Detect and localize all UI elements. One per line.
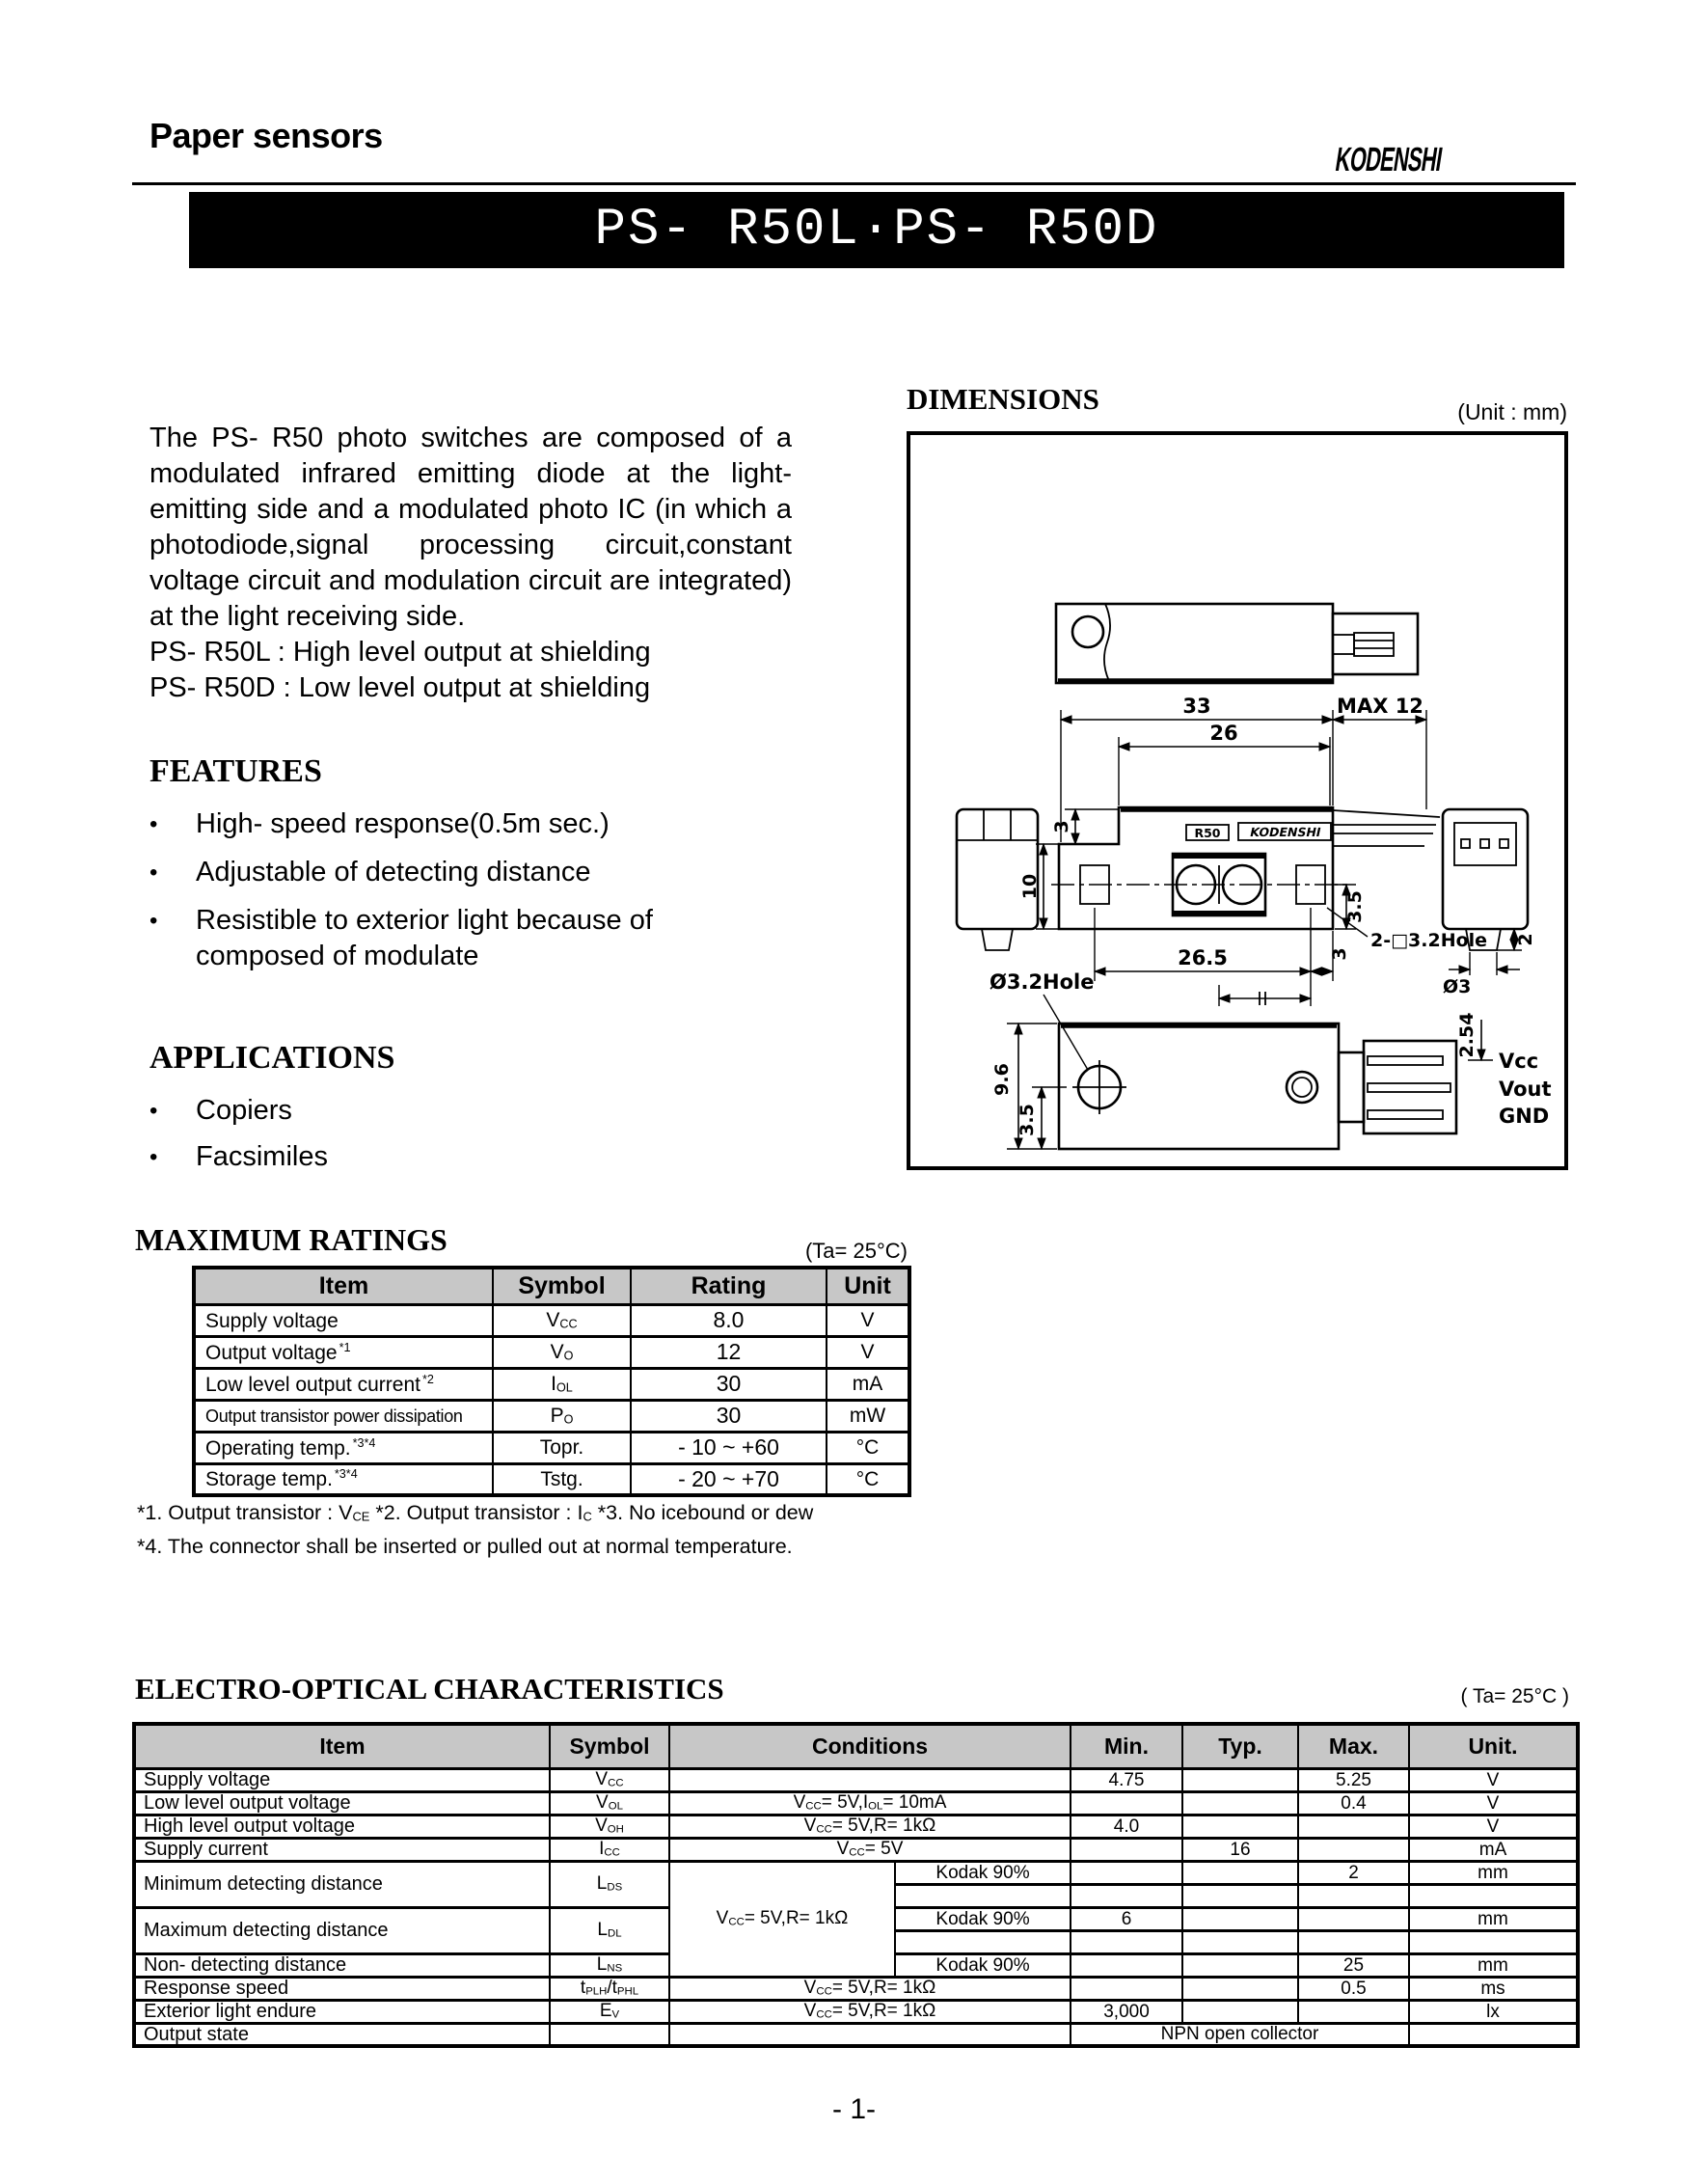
symbol-cell: ICC <box>550 1838 669 1861</box>
page-number: - 1- <box>832 2093 876 2125</box>
cond-cell: VCC= 5V,R= 1kΩ <box>669 1815 1071 1838</box>
application-text: Facsimiles <box>196 1141 328 1172</box>
max-cell <box>1298 1884 1409 1907</box>
features-heading: FEATURES <box>149 753 322 789</box>
applications-list <box>149 1093 791 1188</box>
cond-cell: VCC= 5V <box>669 1838 1071 1861</box>
maximum-ratings-condition: (Ta= 25°C) <box>804 1239 908 1263</box>
item-cell: Low level output voltage <box>134 1791 550 1815</box>
unit-cell: mm <box>1409 1861 1578 1884</box>
typ-cell <box>1182 1977 1298 2000</box>
typ-cell <box>1182 2000 1298 2023</box>
unit-cell: mA <box>827 1368 909 1400</box>
list-item <box>149 903 791 974</box>
features-list <box>149 806 791 987</box>
pin-vout <box>1368 1083 1450 1092</box>
table-row <box>194 1336 909 1368</box>
symbol-cell: Topr. <box>493 1432 631 1463</box>
col-symbol: Symbol <box>493 1268 631 1304</box>
min-cell <box>1071 1884 1182 1907</box>
feature-text: High- speed response(0.5m sec.) <box>196 808 610 839</box>
table-row <box>134 1838 1578 1861</box>
col-item: Item <box>134 1724 550 1768</box>
kodak-cell <box>895 1884 1071 1907</box>
max-cell: 25 <box>1298 1953 1409 1977</box>
symbol-cell: VCC <box>493 1304 631 1336</box>
min-cell: 3,000 <box>1071 2000 1182 2023</box>
bullet-icon: • <box>149 860 158 886</box>
symbol-cell: VO <box>493 1336 631 1368</box>
item-cell: Non- detecting distance <box>134 1953 550 1977</box>
unit-cell: V <box>827 1336 909 1368</box>
dim-26-label: 26 <box>1209 722 1238 745</box>
shared-cond-cell: VCC= 5V,R= 1kΩ <box>669 1861 895 1977</box>
bullet-icon: • <box>149 811 158 837</box>
item-cell: Low level output current $^{*2}$ <box>194 1368 493 1400</box>
maximum-ratings-table <box>192 1266 911 1497</box>
rating-cell: 8.0 <box>631 1304 827 1336</box>
min-cell <box>1071 1930 1182 1953</box>
col-min: Min. <box>1071 1724 1182 1768</box>
symbol-cell: VCC <box>550 1768 669 1791</box>
col-conditions: Conditions <box>669 1724 1071 1768</box>
max-cell <box>1298 1907 1409 1930</box>
bullet-icon: • <box>149 1144 158 1170</box>
cond-cell <box>669 1768 1071 1791</box>
front-view <box>1051 807 1440 929</box>
footnote-2: *4. The connector shall be inserted or pulled out at normal temperature. <box>137 1535 793 1558</box>
unit-cell: V <box>827 1304 909 1336</box>
pin-label-gnd: GND <box>1499 1105 1550 1128</box>
max-cell: 2 <box>1298 1861 1409 1884</box>
kodak-cell: Kodak 90% <box>895 1953 1071 1977</box>
typ-cell <box>1182 1815 1298 1838</box>
item-cell: Output voltage $^{*1}$ <box>194 1336 493 1368</box>
dim-10-label: 10 <box>1019 873 1041 900</box>
min-cell: 6 <box>1071 1907 1182 1930</box>
typ-cell <box>1182 1861 1298 1884</box>
eo-condition: ( Ta= 25°C ) <box>1460 1685 1569 1707</box>
rating-cell: - 10 ~ +60 <box>631 1432 827 1463</box>
rating-cell: 30 <box>631 1400 827 1432</box>
pin-gnd <box>1368 1110 1443 1119</box>
pin-hole <box>1500 839 1508 848</box>
symbol-cell: IOL <box>493 1368 631 1400</box>
application-text: Copiers <box>196 1095 292 1126</box>
table-row <box>194 1368 909 1400</box>
cond-cell: VCC= 5V,R= 1kΩ <box>669 1977 1071 2000</box>
typ-cell <box>1182 1953 1298 1977</box>
dim-3-5b-label: 3.5 <box>1017 1104 1038 1136</box>
bullet-icon: • <box>149 908 158 934</box>
col-max: Max. <box>1298 1724 1409 1768</box>
min-cell <box>1071 1791 1182 1815</box>
unit-cell: V <box>1409 1791 1578 1815</box>
dim-3b-label: 3 <box>1329 947 1350 961</box>
unit-cell: lx <box>1409 2000 1578 2023</box>
feature-text: Resistible to exterior light because of composed of modulate <box>196 905 653 971</box>
unit-cell <box>1409 1884 1578 1907</box>
model-mark: R50 <box>1194 826 1221 840</box>
typ-cell <box>1182 1768 1298 1791</box>
square-holes-label: 2-□3.2Hole <box>1370 930 1488 951</box>
eo-heading: ELECTRO-OPTICAL CHARACTERISTICS <box>135 1672 724 1706</box>
connector-housing <box>1333 614 1418 674</box>
product-title: PS- R50L·PS- R50D <box>594 201 1159 259</box>
unit-cell: V <box>1409 1768 1578 1791</box>
product-title-bar <box>189 192 1564 268</box>
list-item <box>149 1093 791 1129</box>
kodak-cell: Kodak 90% <box>895 1861 1071 1884</box>
cond-cell: VCC= 5V,IOL= 10mA <box>669 1791 1071 1815</box>
brand-mark: KODENSHI <box>1248 825 1323 839</box>
unit-cell: ms <box>1409 1977 1578 2000</box>
brand-logo: KODENSHI <box>1333 141 1445 178</box>
symbol-cell: VOH <box>550 1815 669 1838</box>
dim-3-5-label: 3.5 <box>1344 890 1366 923</box>
col-unit: Unit. <box>1409 1724 1578 1768</box>
item-cell: Operating temp. $^{*3*4}$ <box>194 1432 493 1463</box>
feature-text: Adjustable of detecting distance <box>196 857 591 887</box>
col-typ: Typ. <box>1182 1724 1298 1768</box>
symbol-cell: LDL <box>550 1907 669 1953</box>
table-row <box>194 1304 909 1336</box>
list-item <box>149 1139 791 1175</box>
unit-cell: mA <box>1409 1838 1578 1861</box>
unit-cell: mm <box>1409 1907 1578 1930</box>
hole-3-2-label: Ø3.2Hole <box>990 970 1095 994</box>
pin-label-vcc: Vcc <box>1499 1050 1539 1073</box>
kodak-cell: Kodak 90% <box>895 1907 1071 1930</box>
item-cell: Maximum detecting distance <box>134 1907 550 1953</box>
side-view <box>1443 809 1536 997</box>
variant-line-r50d: PS- R50D : Low level output at shielding <box>149 672 651 703</box>
min-cell: 4.75 <box>1071 1768 1182 1791</box>
dia-3-label: Ø3 <box>1443 976 1472 997</box>
dimensions-heading: DIMENSIONS <box>907 382 1099 416</box>
rating-cell: 12 <box>631 1336 827 1368</box>
symbol-cell: PO <box>493 1400 631 1432</box>
unit-cell <box>1409 1930 1578 1953</box>
max-cell: 0.5 <box>1298 1977 1409 2000</box>
dimensions-drawing <box>907 431 1568 1170</box>
pin-label-vout: Vout <box>1499 1078 1552 1101</box>
item-cell: High level output voltage <box>134 1815 550 1838</box>
dim-26-5-label: 26.5 <box>1178 946 1228 969</box>
symbol-cell <box>550 2023 669 2046</box>
table-row <box>194 1463 909 1495</box>
pin-vcc <box>1368 1056 1443 1065</box>
min-cell <box>1071 1861 1182 1884</box>
max-cell <box>1298 1930 1409 1953</box>
item-cell: Output state <box>134 2023 550 2046</box>
max-cell: 5.25 <box>1298 1768 1409 1791</box>
pin-hole <box>1480 839 1489 848</box>
symbol-cell: tPLH/tPHL <box>550 1977 669 2000</box>
table-header-row <box>134 1724 1578 1768</box>
table-row <box>194 1432 909 1463</box>
intro-block <box>149 421 792 706</box>
typ-cell <box>1182 1907 1298 1930</box>
typ-cell: 16 <box>1182 1838 1298 1861</box>
cond-cell <box>669 2023 1071 2046</box>
symbol-cell: LDS <box>550 1861 669 1907</box>
unit-cell: °C <box>827 1463 909 1495</box>
table-row <box>134 1861 1578 1884</box>
dim-2-54-label: 2.54 <box>1456 1012 1478 1058</box>
dim-3-label: 3 <box>1051 820 1072 833</box>
dim-2-label: 2 <box>1515 933 1536 946</box>
kodak-cell <box>895 1930 1071 1953</box>
item-cell: Supply voltage <box>194 1304 493 1336</box>
unit-cell: °C <box>827 1432 909 1463</box>
table-header-row <box>194 1268 909 1304</box>
table-row <box>134 2023 1578 2046</box>
symbol-cell: Tstg. <box>493 1463 631 1495</box>
maximum-ratings-heading: MAXIMUM RATINGS <box>135 1222 447 1257</box>
symbol-cell: EV <box>550 2000 669 2023</box>
min-cell <box>1071 1977 1182 2000</box>
rating-cell: 30 <box>631 1368 827 1400</box>
item-cell: Exterior light endure <box>134 2000 550 2023</box>
col-symbol: Symbol <box>550 1724 669 1768</box>
eo-table <box>132 1722 1580 2048</box>
dim-max12-label: MAX 12 <box>1337 695 1423 718</box>
col-item: Item <box>194 1268 493 1304</box>
item-cell: Supply voltage <box>134 1768 550 1791</box>
table-row <box>194 1400 909 1432</box>
header-rule <box>132 182 1576 185</box>
col-rating: Rating <box>631 1268 827 1304</box>
unit-cell <box>1409 2023 1578 2046</box>
page-category: Paper sensors <box>149 116 383 155</box>
table-row <box>134 2000 1578 2023</box>
typ-cell <box>1182 1791 1298 1815</box>
dimension-diagram <box>910 435 1564 1166</box>
table-row <box>134 1791 1578 1815</box>
unit-cell: V <box>1409 1815 1578 1838</box>
min-cell: 4.0 <box>1071 1815 1182 1838</box>
typ-cell <box>1182 1884 1298 1907</box>
bullet-icon: • <box>149 1098 158 1124</box>
typ-cell <box>1182 1930 1298 1953</box>
item-cell: Minimum detecting distance <box>134 1861 550 1907</box>
list-item <box>149 855 791 890</box>
cond-cell: VCC= 5V,R= 1kΩ <box>669 2000 1071 2023</box>
dimensions-unit-note: (Unit : mm) <box>1457 399 1567 424</box>
max-cell <box>1298 2000 1409 2023</box>
col-unit: Unit <box>827 1268 909 1304</box>
output-state-cell: NPN open collector <box>1071 2023 1409 2046</box>
symbol-cell: LNS <box>550 1953 669 1977</box>
dim-33-label: 33 <box>1182 695 1211 718</box>
unit-cell: mm <box>1409 1953 1578 1977</box>
rating-cell: - 20 ~ +70 <box>631 1463 827 1495</box>
list-item <box>149 806 791 842</box>
item-cell: Response speed <box>134 1977 550 2000</box>
item-cell: Storage temp. $^{*3*4}$ <box>194 1463 493 1495</box>
variant-line-r50l: PS- R50L : High level output at shielding <box>149 637 651 668</box>
max-cell <box>1298 1838 1409 1861</box>
dim-9-6-label: 9.6 <box>991 1063 1013 1096</box>
intro-paragraph: The PS- R50 photo switches are composed of a modulated infrared emitting diode at the light- emitting side and a modulated photo IC (in which a photodiode,signal processing circuit,constant voltage circuit and modulation circuit are integrated) at the light receiving side. <box>149 423 792 632</box>
top-view <box>1056 604 1418 683</box>
table-row <box>134 1977 1578 2000</box>
unit-cell: mW <box>827 1400 909 1432</box>
table-row <box>134 1815 1578 1838</box>
max-cell <box>1298 1815 1409 1838</box>
max-cell: 0.4 <box>1298 1791 1409 1815</box>
min-cell <box>1071 1838 1182 1861</box>
footnote-1: *1. Output transistor : VCE *2. Output transistor : IC *3. No icebound or dew <box>137 1501 814 1524</box>
pin-hole <box>1461 839 1470 848</box>
min-cell <box>1071 1953 1182 1977</box>
table-row <box>134 1768 1578 1791</box>
item-cell: Supply current <box>134 1838 550 1861</box>
item-cell: Output transistor power dissipation <box>194 1400 493 1432</box>
applications-heading: APPLICATIONS <box>149 1040 395 1076</box>
symbol-cell: VOL <box>550 1791 669 1815</box>
